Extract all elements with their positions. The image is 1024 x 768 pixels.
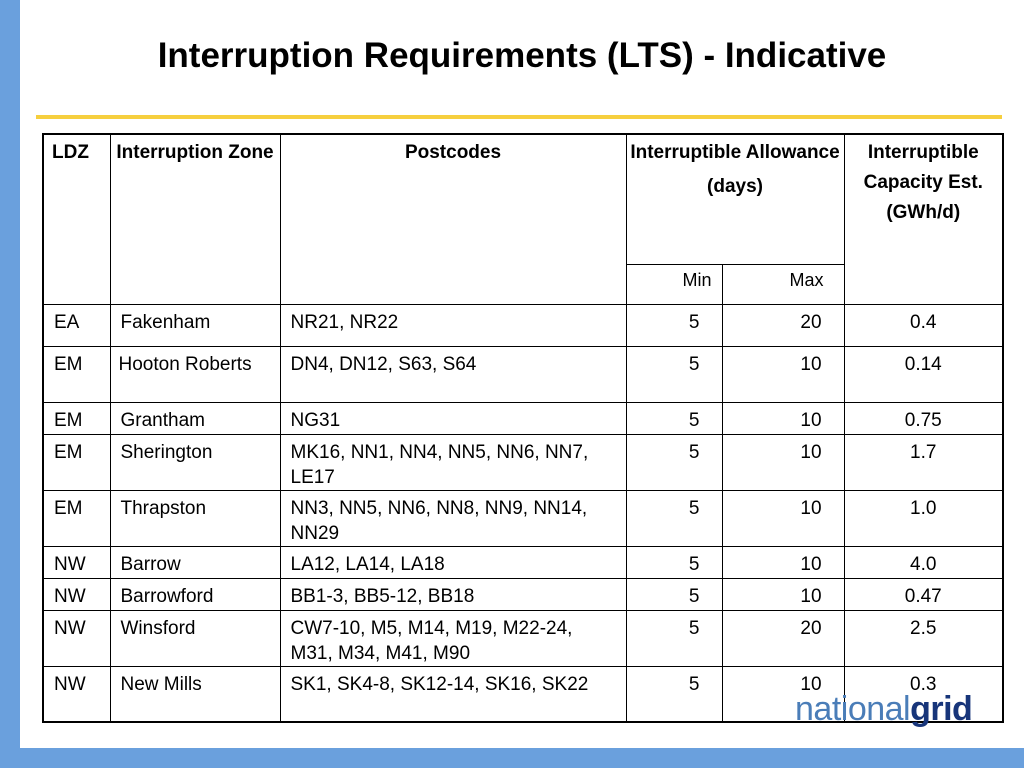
header-allowance-label: Interruptible Allowance (630, 142, 840, 163)
national-grid-logo (795, 688, 1005, 730)
cell-postcodes: LA12, LA14, LA18 (280, 546, 626, 578)
cell-zone: Sherington (110, 434, 280, 490)
cell-zone: Fakenham (110, 304, 280, 346)
cell-zone: Barrowford (110, 578, 280, 610)
table-row (43, 578, 1003, 610)
cell-capacity: 1.0 (844, 490, 1003, 546)
table-row (43, 610, 1003, 666)
cell-ldz: NW (43, 610, 110, 666)
cell-zone: Hooton Roberts (110, 346, 280, 402)
page-title: Interruption Requirements (LTS) - Indicative (157, 36, 887, 75)
table-row (43, 346, 1003, 402)
cell-postcodes: SK1, SK4-8, SK12-14, SK16, SK22 (280, 666, 626, 722)
header-ldz: LDZ (43, 134, 110, 304)
cell-postcodes: DN4, DN12, S63, S64 (280, 346, 626, 402)
left-accent-bar (0, 0, 20, 768)
header-postcodes: Postcodes (280, 134, 626, 304)
cell-capacity: 4.0 (844, 546, 1003, 578)
cell-capacity: 0.47 (844, 578, 1003, 610)
cell-capacity: 0.14 (844, 346, 1003, 402)
bottom-accent-bar (0, 748, 1024, 768)
cell-max: 10 (722, 546, 844, 578)
cell-capacity: 0.3 (844, 666, 1003, 722)
header-zone: Interruption Zone (110, 134, 280, 304)
header-capacity: Interruptible Capacity Est. (GWh/d) (844, 134, 1003, 304)
cell-min: 5 (626, 490, 722, 546)
cell-capacity: 1.7 (844, 434, 1003, 490)
table-row (43, 490, 1003, 546)
table-row (43, 434, 1003, 490)
cell-max: 10 (722, 666, 844, 722)
cell-ldz: EM (43, 490, 110, 546)
cell-capacity: 2.5 (844, 610, 1003, 666)
cell-postcodes: NN3, NN5, NN6, NN8, NN9, NN14, NN29 (280, 490, 626, 546)
cell-ldz: EM (43, 402, 110, 434)
cell-max: 10 (722, 434, 844, 490)
header-allowance-unit: (days) (707, 176, 763, 197)
cell-min: 5 (626, 546, 722, 578)
cell-min: 5 (626, 434, 722, 490)
cell-max: 10 (722, 346, 844, 402)
cell-min: 5 (626, 346, 722, 402)
title-divider (36, 115, 1002, 119)
cell-capacity: 0.75 (844, 402, 1003, 434)
cell-zone: Thrapston (110, 490, 280, 546)
cell-capacity: 0.4 (844, 304, 1003, 346)
cell-min: 5 (626, 666, 722, 722)
cell-min: 5 (626, 402, 722, 434)
table-row (43, 546, 1003, 578)
cell-zone: Barrow (110, 546, 280, 578)
cell-min: 5 (626, 610, 722, 666)
cell-min: 5 (626, 304, 722, 346)
cell-zone: Winsford (110, 610, 280, 666)
cell-ldz: NW (43, 546, 110, 578)
header-max: Max (722, 264, 844, 304)
header-min: Min (626, 264, 722, 304)
cell-postcodes: CW7-10, M5, M14, M19, M22-24, M31, M34, M41, M90 (280, 610, 626, 666)
cell-ldz: EM (43, 346, 110, 402)
cell-max: 20 (722, 304, 844, 346)
cell-max: 10 (722, 402, 844, 434)
cell-ldz: NW (43, 578, 110, 610)
logo-text-grid: grid (910, 690, 973, 728)
cell-postcodes: NR21, NR22 (280, 304, 626, 346)
interruption-table (42, 133, 1004, 723)
cell-zone: New Mills (110, 666, 280, 722)
cell-ldz: NW (43, 666, 110, 722)
cell-max: 10 (722, 578, 844, 610)
cell-ldz: EM (43, 434, 110, 490)
cell-zone: Grantham (110, 402, 280, 434)
cell-postcodes: NG31 (280, 402, 626, 434)
cell-ldz: EA (43, 304, 110, 346)
cell-max: 20 (722, 610, 844, 666)
cell-max: 10 (722, 490, 844, 546)
cell-min: 5 (626, 578, 722, 610)
table-row (43, 402, 1003, 434)
table-row (43, 304, 1003, 346)
cell-postcodes: BB1-3, BB5-12, BB18 (280, 578, 626, 610)
header-allowance (626, 134, 844, 264)
cell-postcodes: MK16, NN1, NN4, NN5, NN6, NN7, LE17 (280, 434, 626, 490)
logo-text-national: national (795, 690, 911, 728)
